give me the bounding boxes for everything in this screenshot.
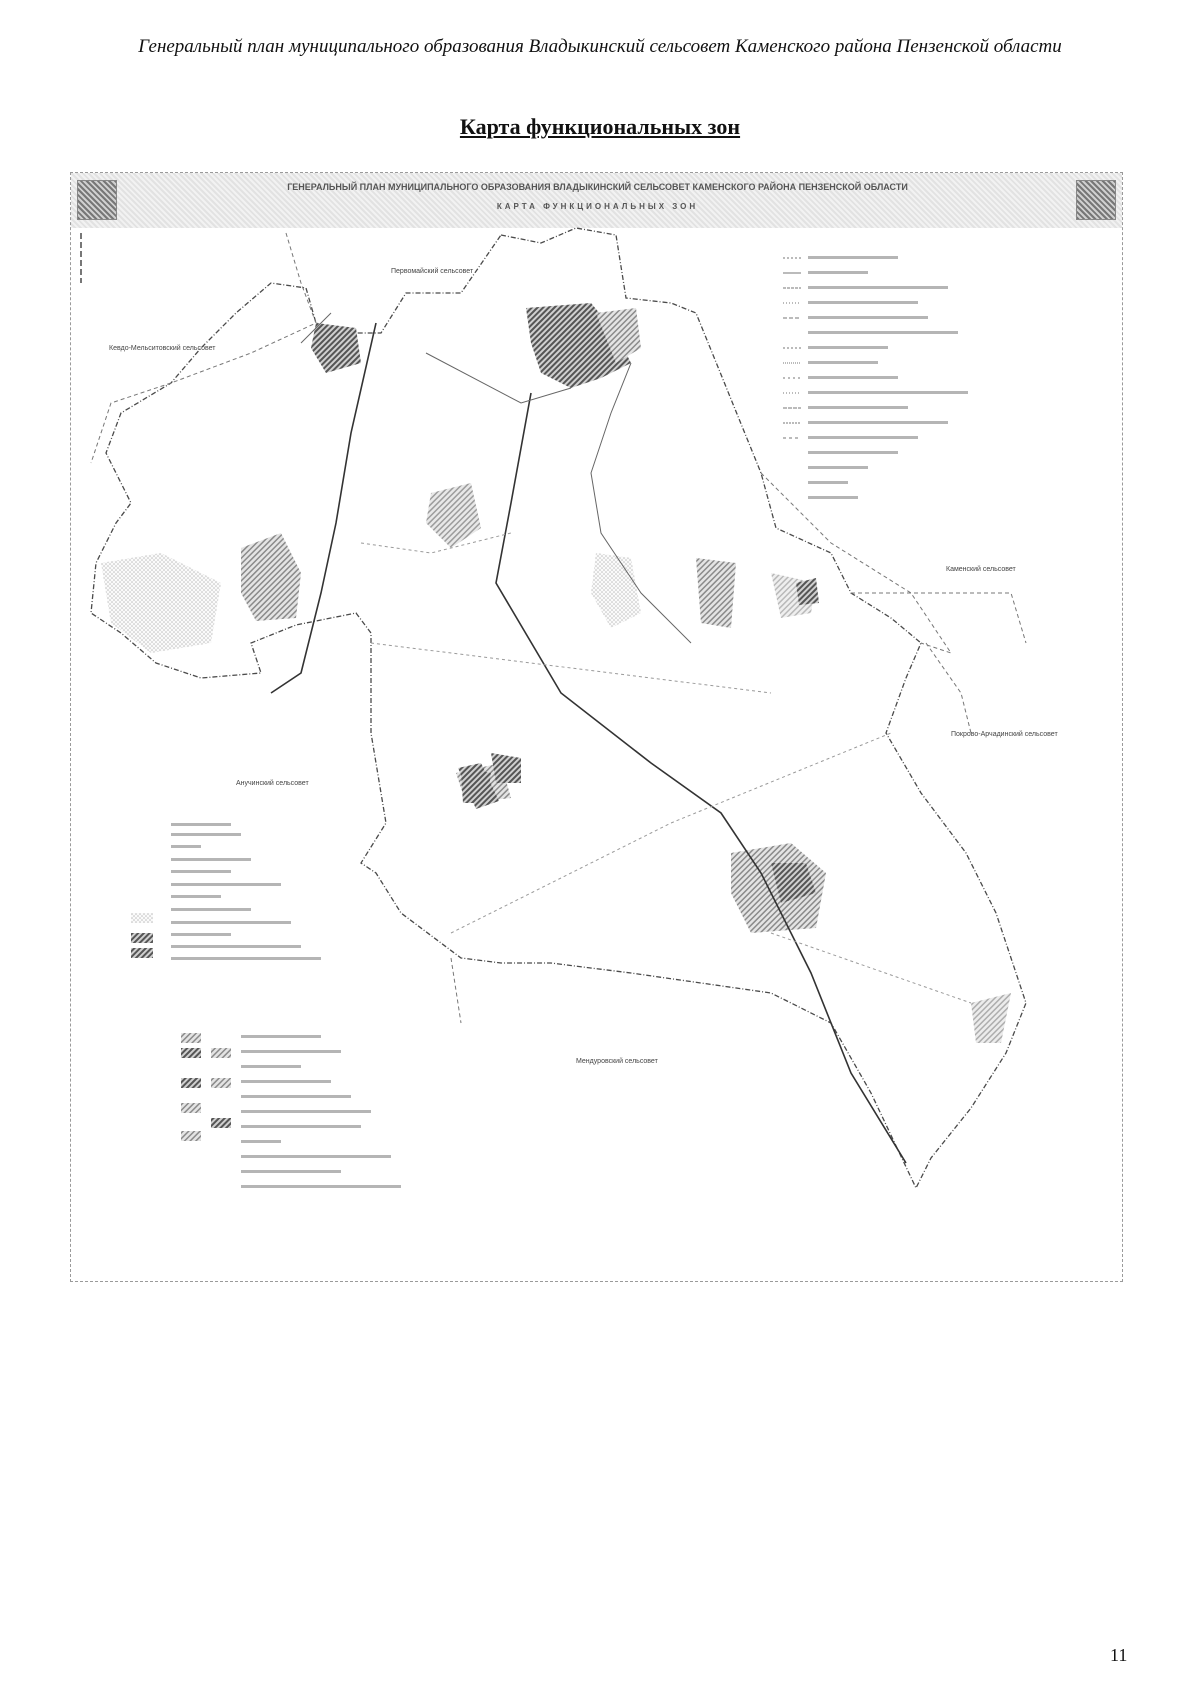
legend-left-upper (131, 823, 321, 960)
label-kevdo-melsitovsky: Кевдо-Мельситовский сельсовет (109, 345, 216, 352)
document-header: Генеральный план муниципального образования Владыкинский сельсовет Каменского района Пензенской области (138, 36, 1062, 57)
map-banner-subtitle: КАРТА ФУНКЦИОНАЛЬНЫХ ЗОН (496, 202, 699, 211)
legend-right (783, 256, 968, 499)
map-canvas (71, 173, 1124, 1283)
map-title: Карта функциональных зон (459, 114, 741, 139)
map-frame (70, 172, 1123, 1282)
legend-left-lower (181, 1033, 401, 1188)
label-pokrovo-archadinsky: Покрово-Арчадинский сельсовет (951, 731, 1058, 738)
label-pervomaisky: Первомайский сельсовет (391, 268, 474, 275)
map-banner-title: ГЕНЕРАЛЬНЫЙ ПЛАН МУНИЦИПАЛЬНОГО ОБРАЗОВАНИЯ ВЛАДЫКИНСКИЙ СЕЛЬСОВЕТ КАМЕНСКОГО РАЙОНА ПЕНЗЕНСКОЙ ОБЛАСТИ (287, 182, 908, 192)
label-kamensky: Каменский сельсовет (946, 566, 1016, 573)
label-anuchinsky: Анучинский сельсовет (236, 780, 309, 787)
page-number: 11 (1110, 1645, 1128, 1665)
label-mendurovsky: Мендуровский сельсовет (576, 1058, 658, 1065)
